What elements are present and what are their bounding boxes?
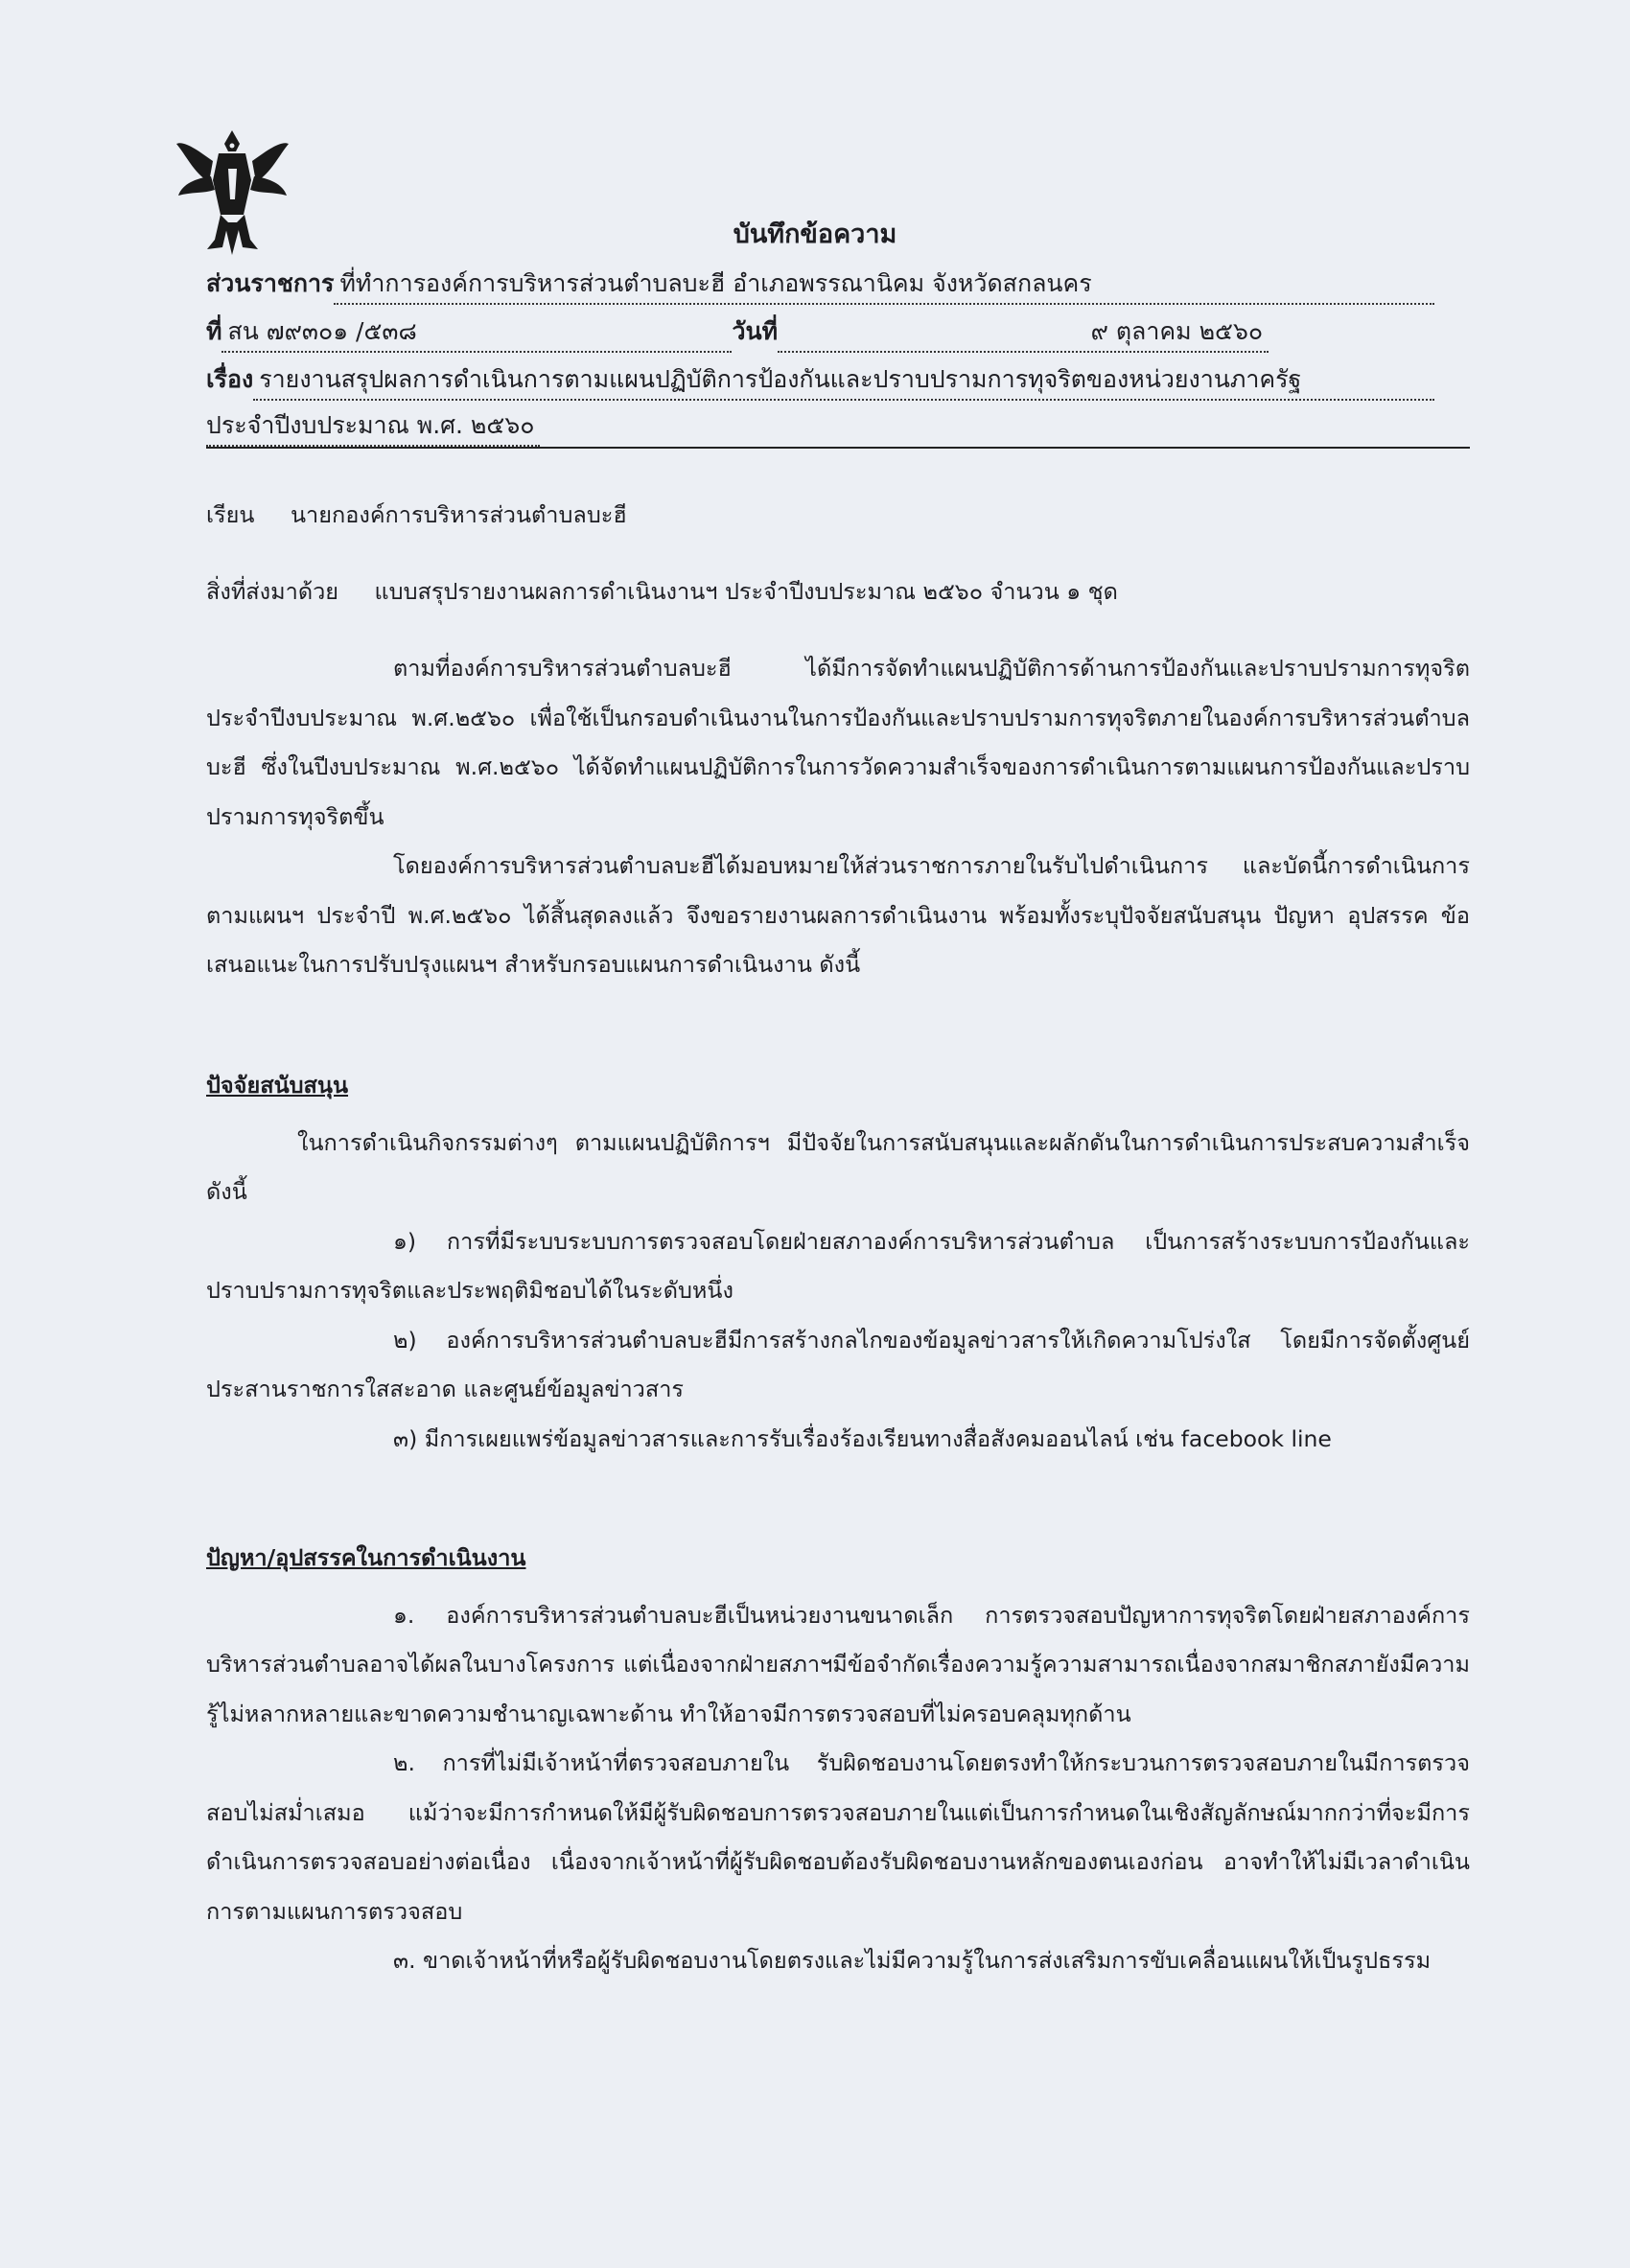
salutation-label: เรียน — [206, 501, 255, 528]
enclosure-text: แบบสรุปรายงานผลการดำเนินงานฯ ประจำปีงบประมาณ ๒๕๖๐ จำนวน ๑ ชุด — [374, 578, 1118, 605]
enclosure-label: สิ่งที่ส่งมาด้วย — [206, 578, 339, 605]
support-item-2: ๒) องค์การบริหารส่วนตำบลบะฮีมีการสร้างกลไกของข้อมูลข่าวสารให้เกิดความโปร่งใส โดยมีการจัดตั้งศูนย์ประสานราชการใสสะอาด และศูนย์ข้อมูลข่าวสาร — [206, 1326, 1470, 1402]
paragraph-1: ตามที่องค์การบริหารส่วนตำบลบะฮี ได้มีการจัดทำแผนปฏิบัติการด้านการป้องกันและปราบปรามการทุจริต ประจำปีงบประมาณ พ.ศ.๒๕๖๐ เพื่อใช้เป็นกรอบดำเนินงานในการป้องกันและปราบปรามการทุจริตภายในองค์การบริหารส่วนตำบลบะฮี ซึ่งในปีงบประมาณ พ.ศ.๒๕๖๐ ได้จัดทำแผนปฏิบัติการในการวัดความสำเร็จของการดำเนินการตามแผนการป้องกันและปราบปรามการทุจริตขึ้น — [206, 655, 1470, 830]
subject-value-line1: รายงานสรุปผลการดำเนินการตามแผนปฏิบัติการป้องกันและปราบปรามการทุจริตของหน่วยงานภาครัฐ — [253, 360, 1434, 401]
problems-heading: ปัญหา/อุปสรรคในการดำเนินงาน — [206, 1544, 526, 1571]
problems-section — [206, 1534, 1470, 1986]
problems-item-3: ๓. ขาดเจ้าหน้าที่หรือผู้รับผิดชอบงานโดยตรงและไม่มีความรู้ในการส่งเสริมการขับเคลื่อนแผนให้เป็นรูปธรรม — [393, 1947, 1432, 1974]
memo-title: บันทึกข้อความ — [733, 220, 897, 249]
subject-value-line2: ประจำปีงบประมาณ พ.ศ. ๒๕๖๐ — [206, 406, 540, 447]
subject-label: เรื่อง — [206, 365, 254, 393]
support-item-1: ๑) การที่มีระบบระบบการตรวจสอบโดยฝ่ายสภาองค์การบริหารส่วนตำบล เป็นการสร้างระบบการป้องกันและปราบปรามการทุจริตและประพฤติมิชอบได้ในระดับหนึ่ง — [206, 1227, 1470, 1304]
support-item-3: ๓) มีการเผยแพร่ข้อมูลข่าวสารและการรับเรื่องร้องเรียนทางสื่อสังคมออนไลน์ เช่น facebook line — [393, 1424, 1332, 1452]
enclosure — [206, 567, 1470, 617]
date-value: ๙ ตุลาคม ๒๕๖๐ — [778, 312, 1269, 353]
subject-line-2 — [206, 406, 540, 447]
agency-line — [206, 265, 1434, 305]
salutation — [206, 491, 1470, 541]
support-section — [206, 1061, 1470, 1464]
paragraph-2: โดยองค์การบริหารส่วนตำบลบะฮีได้มอบหมายให้ส่วนราชการภายในรับไปดำเนินการ และบัดนี้การดำเนินการตามแผนฯ ประจำปี พ.ศ.๒๕๖๐ ได้สิ้นสุดลงแล้ว จึงขอรายงานผลการดำเนินงาน พร้อมทั้งระบุปัจจัยสนับสนุน ปัญหา อุปสรรค ข้อเสนอแนะในการปรับปรุงแผนฯ สำหรับกรอบแผนการดำเนินงาน ดังนี้ — [206, 852, 1470, 978]
ref-label: ที่ — [206, 317, 222, 345]
body-paragraphs — [206, 644, 1470, 990]
subject-line — [206, 360, 1434, 401]
problems-item-1: ๑. องค์การบริหารส่วนตำบลบะฮีเป็นหน่วยงานขนาดเล็ก การตรวจสอบปัญหาการทุจริตโดยฝ่ายสภาองค์การบริหารส่วนตำบลอาจได้ผลในบางโครงการ แต่เนื่องจากฝ่ายสภาฯมีข้อจำกัดเรื่องความรู้ความสามารถเนื่องจากสมาชิกสภายังมีความรู้ไม่หลากหลายและขาดความชำนาญเฉพาะด้าน ทำให้อาจมีการตรวจสอบที่ไม่ครอบคลุมทุกด้าน — [206, 1601, 1470, 1727]
support-heading: ปัจจัยสนับสนุน — [206, 1072, 349, 1099]
support-intro: ในการดำเนินกิจกรรมต่างๆ ตามแผนปฏิบัติการฯ มีปัจจัยในการสนับสนุนและผลักดันในการดำเนินการประสบความสำเร็จ ดังนี้ — [206, 1128, 1470, 1205]
ref-date-line — [206, 312, 1269, 353]
date-label: วันที่ — [732, 317, 779, 345]
agency-label: ส่วนราชการ — [206, 269, 335, 297]
problems-item-2: ๒. การที่ไม่มีเจ้าหน้าที่ตรวจสอบภายใน รับผิดชอบงานโดยตรงทำให้กระบวนการตรวจสอบภายในมีการตรวจสอบไม่สม่ำเสมอ แม้ว่าจะมีการกำหนดให้มีผู้รับผิดชอบการตรวจสอบภายในแต่เป็นการกำหนดในเชิงสัญลักษณ์มากกว่าที่จะมีการดำเนินการตรวจสอบอย่างต่อเนื่อง เนื่องจากเจ้าหน้าที่ผู้รับผิดชอบต้องรับผิดชอบงานหลักของตนเองก่อน อาจทำให้ไม่มีเวลาดำเนินการตามแผนการตรวจสอบ — [206, 1749, 1470, 1925]
agency-value: ที่ทำการองค์การบริหารส่วนตำบลบะฮี อำเภอพรรณานิคม จังหวัดสกลนคร — [334, 265, 1434, 305]
ref-value: สน ๗๙๓๐๑ /๕๓๘ — [221, 312, 732, 353]
salutation-to: นายกองค์การบริหารส่วนตำบลบะฮี — [290, 501, 627, 528]
header-rule — [206, 447, 1470, 449]
